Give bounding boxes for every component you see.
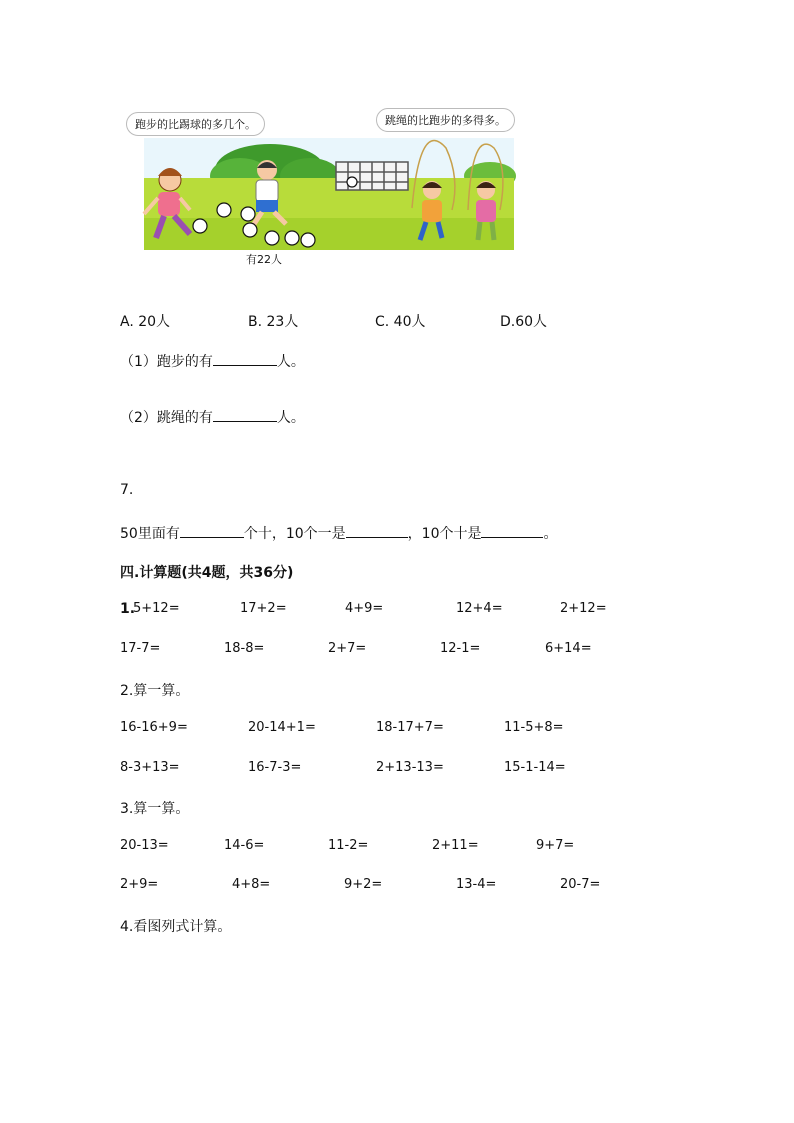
q7-part4: 。 [543,526,558,542]
calc1-item: 12+4= [456,601,503,616]
calc3-item: 13-4= [456,877,497,892]
speech-bubble-right: 跳绳的比跑步的多得多。 [376,108,515,132]
answer-blank[interactable] [346,523,408,538]
goal-net [336,162,408,190]
calc1-item: 5+12= [133,601,180,616]
calc2-item: 15-1-14= [504,760,566,775]
calc1-item: 2+12= [560,601,607,616]
calc1-item: 17+2= [240,601,287,616]
calc3-item: 2+11= [432,838,479,853]
question-running-prefix: （1）跑步的有 [120,354,213,370]
question-7-number: 7. [120,482,134,498]
calc1-item: 2+7= [328,641,367,656]
calc3-item: 20-13= [120,838,169,853]
question-jumping-suffix: 人。 [276,410,305,426]
calc3-item: 2+9= [120,877,159,892]
calc3-item: 11-2= [328,838,369,853]
question-running [120,351,305,371]
calc4-title: 4.看图列式计算。 [120,919,232,935]
speech-bubble-left: 跑步的比踢球的多几个。 [126,112,265,136]
question-jumping-prefix: （2）跳绳的有 [120,410,213,426]
option-d: D.60人 [500,314,548,330]
calc2-item: 11-5+8= [504,720,564,735]
illustration-caption: 有22人 [246,253,282,266]
calc2-item: 8-3+13= [120,760,180,775]
question-7 [120,523,557,543]
calc3-item: 14-6= [224,838,265,853]
calc2-item: 16-16+9= [120,720,188,735]
option-b: B. 23人 [248,314,299,330]
calc3-item: 9+7= [536,838,575,853]
calc1-item: 12-1= [440,641,481,656]
calc1-item: 6+14= [545,641,592,656]
answer-blank[interactable] [213,351,277,366]
question-jumping [120,407,305,427]
calc3-title: 3.算一算。 [120,801,190,817]
q7-part2: 个十，10个一是 [243,526,346,542]
answer-blank[interactable] [213,407,277,422]
calc2-item: 2+13-13= [376,760,444,775]
sports-illustration [120,98,540,268]
calc1-label: 1. [120,601,136,617]
option-c: C. 40人 [375,314,426,330]
calc1-item: 18-8= [224,641,265,656]
q7-part1: 50里面有 [120,526,180,542]
section-title: 四.计算题(共4题，共36分) [120,565,294,581]
option-a: A. 20人 [120,314,171,330]
calc3-item: 4+8= [232,877,271,892]
calc2-item: 18-17+7= [376,720,444,735]
calc1-item: 4+9= [345,601,384,616]
calc2-title: 2.算一算。 [120,683,190,699]
question-running-suffix: 人。 [276,354,305,370]
calc3-item: 20-7= [560,877,601,892]
q7-part3: ，10个十是 [407,526,482,542]
calc3-item: 9+2= [344,877,383,892]
calc1-item: 17-7= [120,641,161,656]
calc2-item: 20-14+1= [248,720,316,735]
calc2-item: 16-7-3= [248,760,302,775]
answer-blank[interactable] [180,523,244,538]
answer-blank[interactable] [481,523,543,538]
